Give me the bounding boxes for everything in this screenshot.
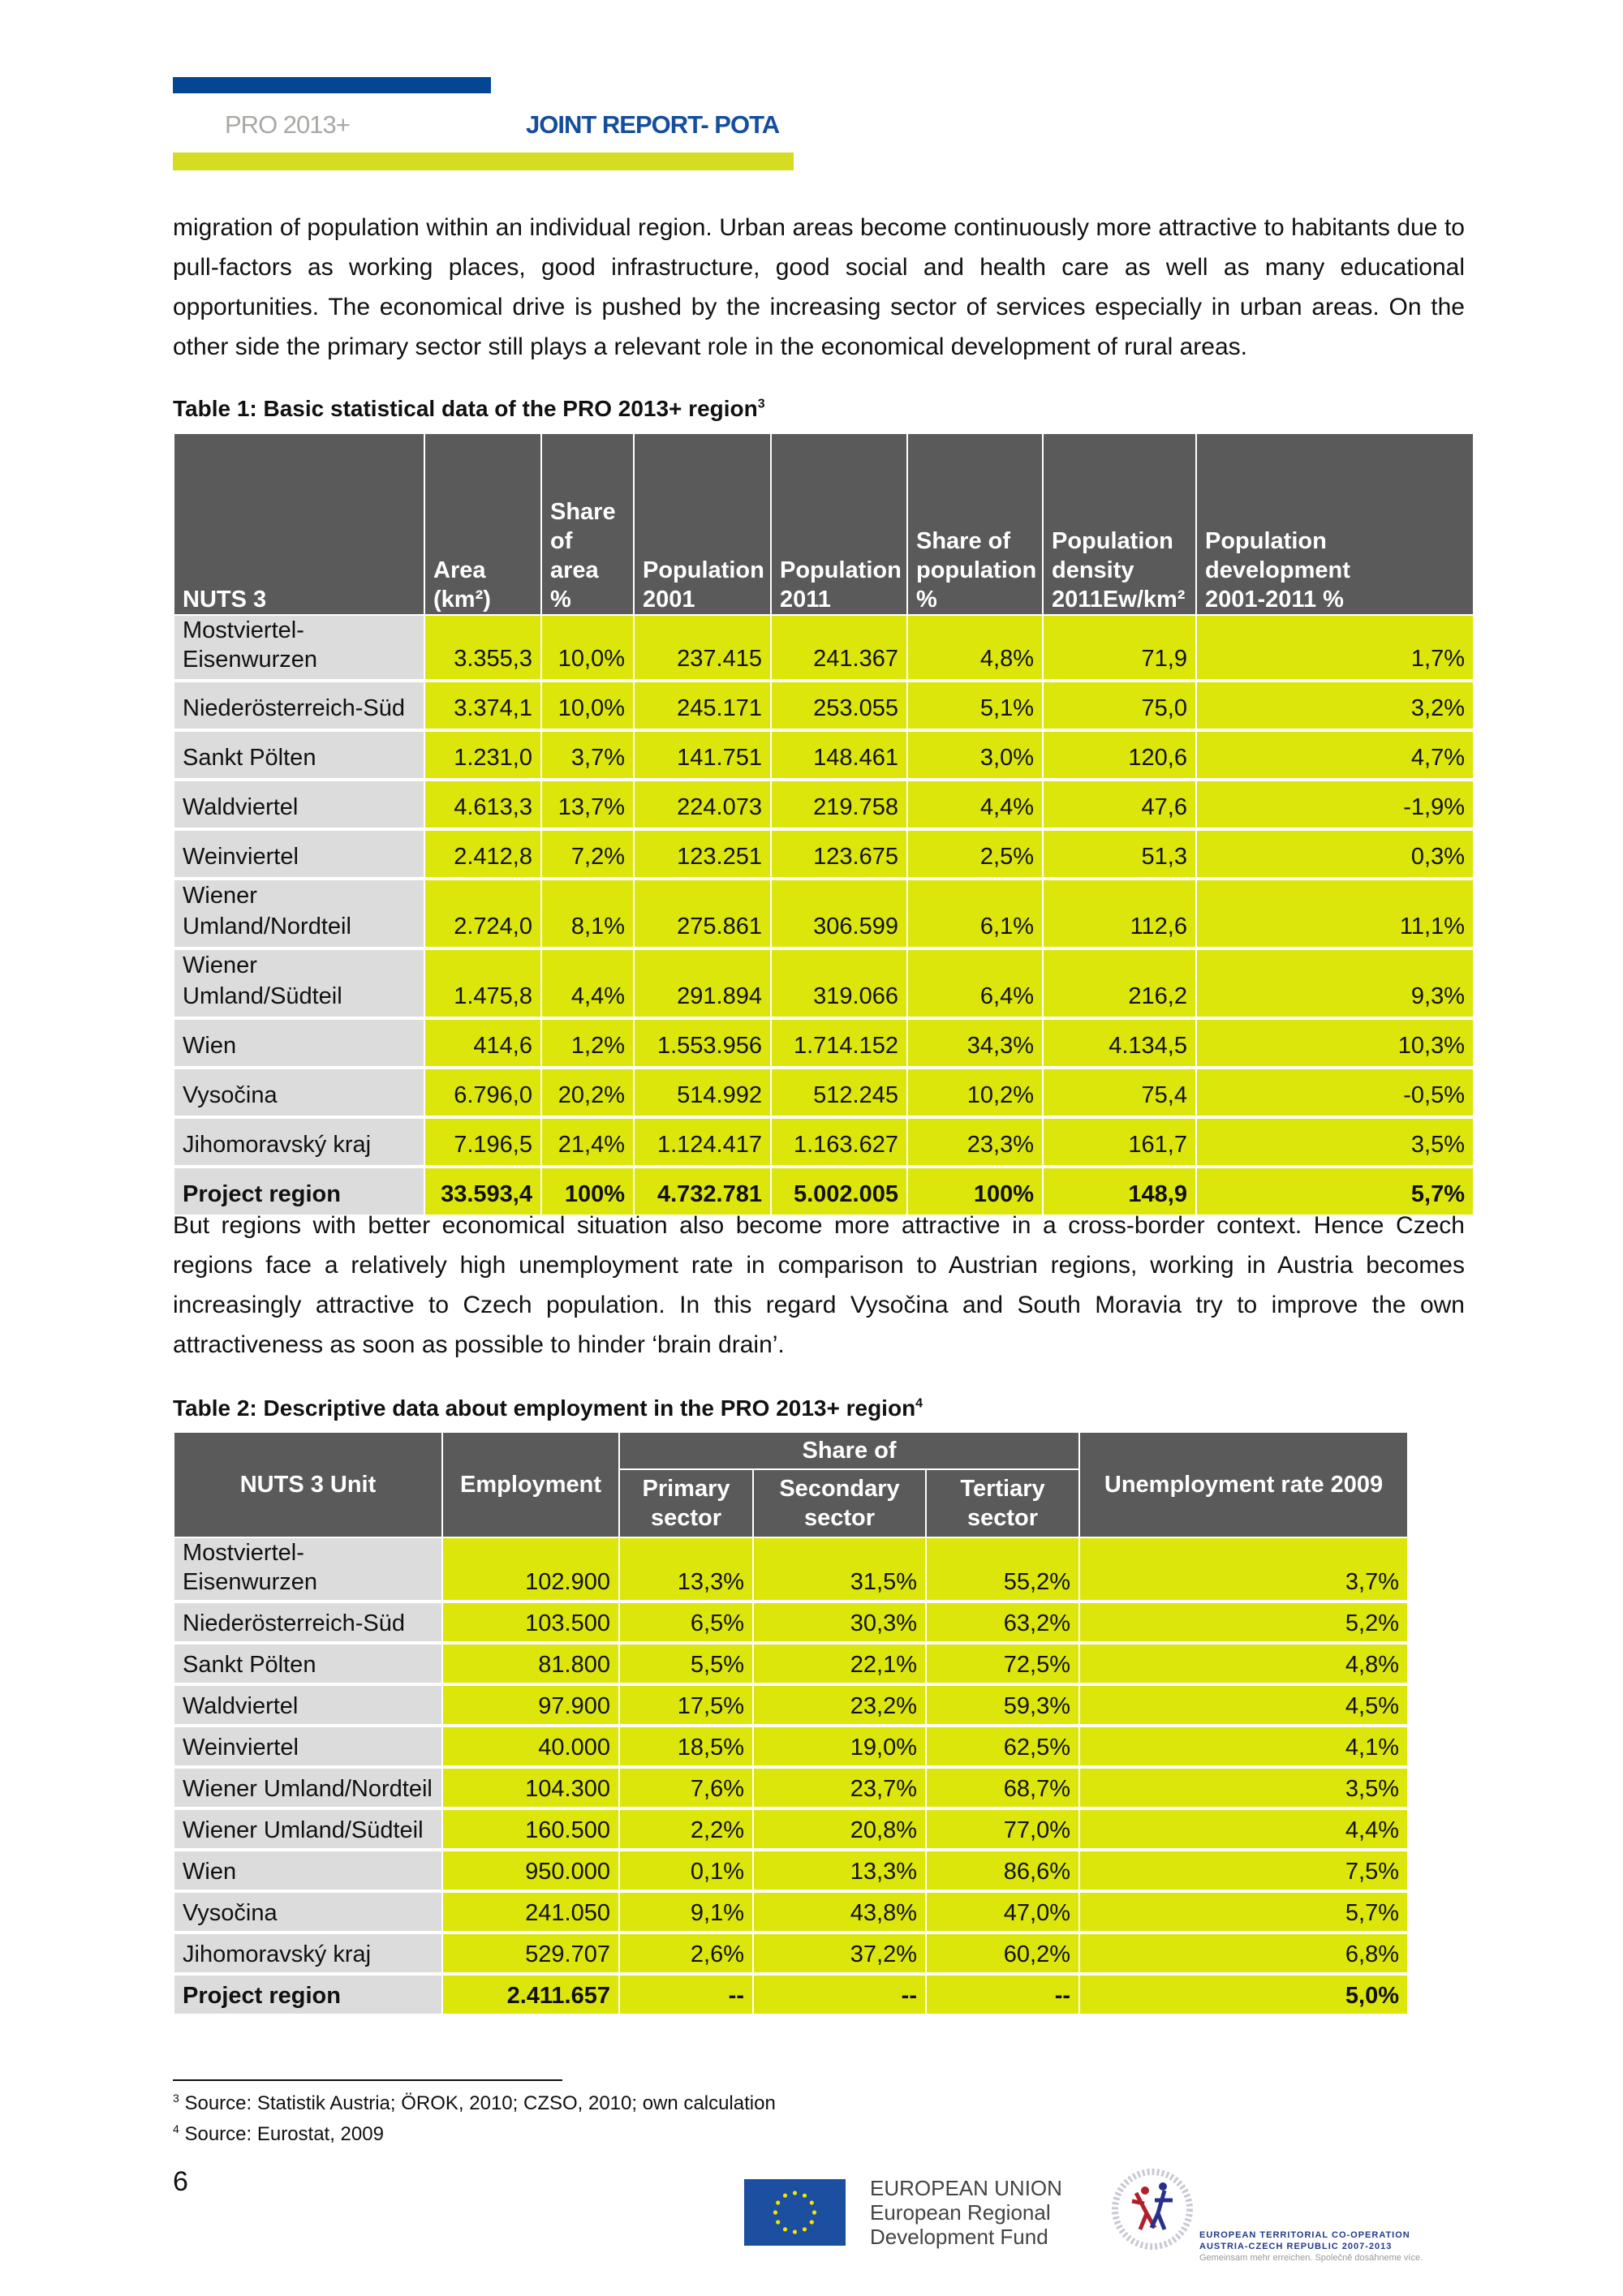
cell-share-area: 21,4% (541, 1117, 634, 1167)
cell-development: 3,2% (1196, 681, 1474, 730)
cell-share-pop: 34,3% (907, 1018, 1043, 1068)
cell-density: 112,6 (1043, 879, 1196, 948)
cell-area: 3.374,1 (424, 681, 541, 730)
cell-pop-2011: 148.461 (771, 730, 907, 780)
page-number: 6 (173, 2166, 188, 2197)
body-paragraph-2: But regions with better economical situation also become more attractive in a cross-border context. Hence Czech regions face a relatively high unemployment rate in comparison to Austrian regions, working in Austria becomes increasingly attractive to Czech population. In this regard Vysočina and South Moravia try to improve the own attractiveness as soon as possible to hinder ‘brain drain’. (173, 1212, 1465, 1358)
table-row (174, 829, 1474, 879)
row-label: Waldviertel (174, 1684, 442, 1726)
cell-development: 4,7% (1196, 730, 1474, 780)
footnote-4 (173, 2122, 384, 2146)
table-row (174, 615, 1474, 681)
cell-unemployment: 5,7% (1079, 1891, 1408, 1933)
table-row (174, 1018, 1474, 1068)
row-label: Wien (174, 1018, 424, 1068)
table-row (174, 1767, 1408, 1808)
cell-pop-2011: 1.163.627 (771, 1117, 907, 1167)
cell-development: -0,5% (1196, 1068, 1474, 1117)
cell-share-area: 20,2% (541, 1068, 634, 1117)
cell-tertiary: 60,2% (926, 1933, 1079, 1974)
cell-tertiary: 62,5% (926, 1726, 1079, 1767)
cell-share-pop: 5,1% (907, 681, 1043, 730)
cell-employment: 103.500 (442, 1602, 619, 1643)
cell-employment: 97.900 (442, 1684, 619, 1726)
column-group-header-share-of: Share of (619, 1432, 1079, 1469)
cell-employment: 40.000 (442, 1726, 619, 1767)
cell-share-pop: 2,5% (907, 829, 1043, 879)
cell-density: 71,9 (1043, 615, 1196, 681)
table-row (174, 1643, 1408, 1684)
cell-employment: 160.500 (442, 1808, 619, 1850)
cell-share-area: 8,1% (541, 879, 634, 948)
cell-secondary: 22,1% (753, 1643, 926, 1684)
cell-share-area: 100% (541, 1167, 634, 1216)
row-label: Sankt Pölten (174, 1643, 442, 1684)
row-label: Jihomoravský kraj (174, 1933, 442, 1974)
row-label: Weinviertel (174, 1726, 442, 1767)
cell-primary: 9,1% (619, 1891, 753, 1933)
cell-pop-2001: 1.124.417 (634, 1117, 771, 1167)
cell-pop-2001: 245.171 (634, 681, 771, 730)
row-label: Weinviertel (174, 829, 424, 879)
cell-unemployment: 4,4% (1079, 1808, 1408, 1850)
cell-tertiary: 55,2% (926, 1537, 1079, 1602)
column-header-population-2011: Population 2011 (771, 433, 907, 615)
cell-secondary: 23,7% (753, 1767, 926, 1808)
table-row (174, 1117, 1474, 1167)
column-header-area: Area (km²) (424, 433, 541, 615)
cell-share-area: 10,0% (541, 681, 634, 730)
footnote-separator (173, 2079, 562, 2081)
cell-employment: 102.900 (442, 1537, 619, 1602)
table-row (174, 730, 1474, 780)
cell-pop-2001: 4.732.781 (634, 1167, 771, 1216)
cell-share-pop: 4,8% (907, 615, 1043, 681)
column-header-population-development: Population development 2001-2011 % (1196, 433, 1474, 615)
cell-pop-2001: 237.415 (634, 615, 771, 681)
header-report-title: JOINT REPORT- POTA (526, 110, 780, 139)
column-header-population-density: Population density 2011Ew/km² (1043, 433, 1196, 615)
cell-share-area: 10,0% (541, 615, 634, 681)
cell-development: 1,7% (1196, 615, 1474, 681)
cell-secondary: 19,0% (753, 1726, 926, 1767)
row-label: Niederösterreich-Süd (174, 1602, 442, 1643)
cell-density: 47,6 (1043, 780, 1196, 829)
row-label: Wiener Umland/Südteil (174, 948, 424, 1018)
cell-development: 5,7% (1196, 1167, 1474, 1216)
eu-flag-icon (744, 2179, 846, 2246)
cell-area: 4.613,3 (424, 780, 541, 829)
cell-primary: 6,5% (619, 1602, 753, 1643)
cell-primary: 17,5% (619, 1684, 753, 1726)
cell-pop-2011: 219.758 (771, 780, 907, 829)
cooperation-programme-text: EUROPEAN TERRITORIAL CO-OPERATION AUSTRIA-CZECH REPUBLIC 2007-2013 Gemeinsam mehr erreichen. Společně dosáhneme více. (1199, 2230, 1423, 2263)
table-row (174, 1537, 1408, 1602)
cell-share-area: 3,7% (541, 730, 634, 780)
cell-share-pop: 6,4% (907, 948, 1043, 1018)
cell-primary: 7,6% (619, 1767, 753, 1808)
table-row (174, 1891, 1408, 1933)
cell-secondary: 31,5% (753, 1537, 926, 1602)
cell-unemployment: 4,8% (1079, 1643, 1408, 1684)
cell-pop-2011: 123.675 (771, 829, 907, 879)
cell-area: 414,6 (424, 1018, 541, 1068)
cell-pop-2011: 512.245 (771, 1068, 907, 1117)
cell-pop-2001: 224.073 (634, 780, 771, 829)
cell-share-pop: 10,2% (907, 1068, 1043, 1117)
cell-unemployment: 4,5% (1079, 1684, 1408, 1726)
cell-primary: 18,5% (619, 1726, 753, 1767)
cell-tertiary: 68,7% (926, 1767, 1079, 1808)
row-label: Vysočina (174, 1891, 442, 1933)
cell-secondary: 30,3% (753, 1602, 926, 1643)
cell-development: 9,3% (1196, 948, 1474, 1018)
cell-area: 2.724,0 (424, 879, 541, 948)
header-yellow-bar (173, 153, 794, 170)
row-label: Wien (174, 1850, 442, 1891)
table1-caption (173, 396, 765, 422)
cell-density: 148,9 (1043, 1167, 1196, 1216)
footnote-ref-4[interactable]: 4 (915, 1396, 923, 1411)
cell-share-pop: 3,0% (907, 730, 1043, 780)
table-row (174, 1850, 1408, 1891)
column-header-share-of-area: Share of area % (541, 433, 634, 615)
table-basic-statistics (173, 432, 1474, 1218)
cell-pop-2011: 241.367 (771, 615, 907, 681)
footnote-text: Source: Eurostat, 2009 (179, 2123, 384, 2145)
cooperation-logo-icon (1108, 2165, 1197, 2254)
cell-secondary: -- (753, 1974, 926, 2015)
footnote-mark: 4 (173, 2122, 179, 2135)
cell-employment: 241.050 (442, 1891, 619, 1933)
table-row (174, 879, 1474, 948)
row-label: Vysočina (174, 1068, 424, 1117)
cell-secondary: 23,2% (753, 1684, 926, 1726)
column-header-employment: Employment (442, 1432, 619, 1537)
column-header-primary-sector: Primary sector (619, 1469, 753, 1537)
cell-density: 161,7 (1043, 1117, 1196, 1167)
row-label: Wiener Umland/Nordteil (174, 879, 424, 948)
row-label: Waldviertel (174, 780, 424, 829)
cell-employment: 81.800 (442, 1643, 619, 1684)
cell-pop-2011: 319.066 (771, 948, 907, 1018)
cell-pop-2011: 253.055 (771, 681, 907, 730)
cell-secondary: 43,8% (753, 1891, 926, 1933)
cell-density: 4.134,5 (1043, 1018, 1196, 1068)
cell-share-area: 13,7% (541, 780, 634, 829)
cell-unemployment: 5,2% (1079, 1602, 1408, 1643)
row-label: Wiener Umland/Südteil (174, 1808, 442, 1850)
table-row (174, 1808, 1408, 1850)
cell-tertiary: 63,2% (926, 1602, 1079, 1643)
cell-development: -1,9% (1196, 780, 1474, 829)
cell-development: 10,3% (1196, 1018, 1474, 1068)
cell-secondary: 13,3% (753, 1850, 926, 1891)
cell-pop-2011: 1.714.152 (771, 1018, 907, 1068)
footnote-mark: 3 (173, 2092, 179, 2105)
cell-density: 75,0 (1043, 681, 1196, 730)
cell-development: 0,3% (1196, 829, 1474, 879)
column-header-secondary-sector: Secondary sector (753, 1469, 926, 1537)
cell-secondary: 37,2% (753, 1933, 926, 1974)
cell-primary: 0,1% (619, 1850, 753, 1891)
row-label: Niederösterreich-Süd (174, 681, 424, 730)
eu-fund-text: EUROPEAN UNION European Regional Development Fund (870, 2176, 1062, 2249)
cell-pop-2011: 306.599 (771, 879, 907, 948)
cell-pop-2001: 514.992 (634, 1068, 771, 1117)
cell-density: 120,6 (1043, 730, 1196, 780)
cell-share-pop: 6,1% (907, 879, 1043, 948)
cell-employment: 950.000 (442, 1850, 619, 1891)
table-row (174, 948, 1474, 1018)
cell-primary: 13,3% (619, 1537, 753, 1602)
cell-pop-2001: 123.251 (634, 829, 771, 879)
cell-tertiary: 72,5% (926, 1643, 1079, 1684)
table2-caption (173, 1395, 923, 1421)
table-total-row (174, 1974, 1408, 2015)
header-project-title: PRO 2013+ (225, 110, 350, 139)
cell-secondary: 20,8% (753, 1808, 926, 1850)
column-header-share-of-population: Share of population % (907, 433, 1043, 615)
footnote-text: Source: Statistik Austria; ÖROK, 2010; CZSO, 2010; own calculation (179, 2092, 776, 2114)
cell-tertiary: 47,0% (926, 1891, 1079, 1933)
cell-development: 11,1% (1196, 879, 1474, 948)
cell-primary: 5,5% (619, 1643, 753, 1684)
table-row (174, 1933, 1408, 1974)
row-label: Mostviertel- Eisenwurzen (174, 615, 424, 681)
cell-share-pop: 100% (907, 1167, 1043, 1216)
table-row (174, 681, 1474, 730)
cell-unemployment: 6,8% (1079, 1933, 1408, 1974)
cell-tertiary: -- (926, 1974, 1079, 2015)
column-header-population-2001: Population 2001 (634, 433, 771, 615)
cell-area: 33.593,4 (424, 1167, 541, 1216)
body-paragraph-1: migration of population within an individual region. Urban areas become continuously more attractive to habitants due to pull-factors as working places, good infrastructure, good social and health care as well as many educational opportunities. The economical drive is pushed by the increasing sector of services especially in urban areas. On the other side the primary sector still plays a relevant role in the economical development of rural areas. (173, 214, 1465, 360)
cell-share-area: 4,4% (541, 948, 634, 1018)
table-row (174, 1726, 1408, 1767)
table-row (174, 1068, 1474, 1117)
cell-area: 1.475,8 (424, 948, 541, 1018)
table1-caption-text: Table 1: Basic statistical data of the PRO 2013+ region (173, 396, 758, 421)
cell-density: 75,4 (1043, 1068, 1196, 1117)
cell-employment: 529.707 (442, 1933, 619, 1974)
row-label: Project region (174, 1167, 424, 1216)
row-label: Project region (174, 1974, 442, 2015)
cell-pop-2001: 275.861 (634, 879, 771, 948)
cell-unemployment: 3,5% (1079, 1767, 1408, 1808)
cell-tertiary: 77,0% (926, 1808, 1079, 1850)
cell-employment: 104.300 (442, 1767, 619, 1808)
cell-density: 51,3 (1043, 829, 1196, 879)
cell-primary: -- (619, 1974, 753, 2015)
cell-area: 3.355,3 (424, 615, 541, 681)
cell-share-pop: 23,3% (907, 1117, 1043, 1167)
cell-area: 1.231,0 (424, 730, 541, 780)
cell-tertiary: 59,3% (926, 1684, 1079, 1726)
cell-share-area: 1,2% (541, 1018, 634, 1068)
table-row (174, 1684, 1408, 1726)
cell-unemployment: 5,0% (1079, 1974, 1408, 2015)
cell-area: 6.796,0 (424, 1068, 541, 1117)
column-header-nuts3: NUTS 3 (174, 433, 424, 615)
table-employment (173, 1431, 1409, 2017)
header-blue-bar (173, 77, 491, 93)
cell-pop-2001: 1.553.956 (634, 1018, 771, 1068)
table2-caption-text: Table 2: Descriptive data about employment in the PRO 2013+ region (173, 1395, 916, 1421)
footnote-3 (173, 2092, 776, 2115)
table-row (174, 780, 1474, 829)
cell-pop-2001: 291.894 (634, 948, 771, 1018)
cell-unemployment: 7,5% (1079, 1850, 1408, 1891)
column-header-nuts3-unit: NUTS 3 Unit (174, 1432, 442, 1537)
column-header-tertiary-sector: Tertiary sector (926, 1469, 1079, 1537)
cell-pop-2001: 141.751 (634, 730, 771, 780)
cell-area: 7.196,5 (424, 1117, 541, 1167)
row-label: Jihomoravský kraj (174, 1117, 424, 1167)
row-label: Sankt Pölten (174, 730, 424, 780)
cell-share-area: 7,2% (541, 829, 634, 879)
row-label: Mostviertel-Eisenwurzen (174, 1537, 442, 1602)
cell-primary: 2,6% (619, 1933, 753, 1974)
footnote-ref-3[interactable]: 3 (757, 397, 765, 411)
cell-density: 216,2 (1043, 948, 1196, 1018)
cell-pop-2011: 5.002.005 (771, 1167, 907, 1216)
cell-unemployment: 3,7% (1079, 1537, 1408, 1602)
column-header-unemployment-rate: Unemployment rate 2009 (1079, 1432, 1408, 1537)
cell-unemployment: 4,1% (1079, 1726, 1408, 1767)
cell-share-pop: 4,4% (907, 780, 1043, 829)
cell-development: 3,5% (1196, 1117, 1474, 1167)
row-label: Wiener Umland/Nordteil (174, 1767, 442, 1808)
table-row (174, 1602, 1408, 1643)
cell-primary: 2,2% (619, 1808, 753, 1850)
cell-tertiary: 86,6% (926, 1850, 1079, 1891)
cell-employment: 2.411.657 (442, 1974, 619, 2015)
cell-area: 2.412,8 (424, 829, 541, 879)
